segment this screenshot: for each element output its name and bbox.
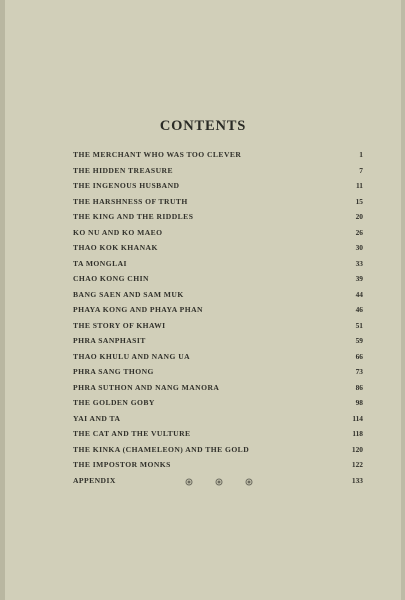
toc-entry <box>73 197 363 213</box>
toc-entry <box>73 336 363 352</box>
ornament-mark <box>246 479 252 485</box>
table-of-contents <box>73 150 363 491</box>
toc-entry-title: YAI AND TA <box>73 413 121 423</box>
toc-page-number: 46 <box>355 305 363 314</box>
toc-entry-title: THE HARSHNESS OF TRUTH <box>73 196 188 206</box>
toc-page-number: 66 <box>355 351 363 361</box>
toc-page-number: 122 <box>351 460 363 469</box>
toc-entry-title: THE INGENOUS HUSBAND <box>73 181 180 190</box>
toc-entry-title: THE MERCHANT WHO WAS TOO CLEVER <box>73 150 242 159</box>
toc-entry-title: PHRA SANG THONG <box>73 367 154 376</box>
toc-page-number: 33 <box>355 258 363 268</box>
toc-entry-title: THE STORY OF KHAWI <box>73 320 166 330</box>
toc-entry <box>73 321 363 337</box>
toc-entry <box>73 352 363 368</box>
toc-entry-title: PHRA SANPHASIT <box>73 336 146 345</box>
toc-page-number: 114 <box>352 413 363 423</box>
toc-entry-title: BANG SAEN AND SAM MUK <box>73 289 184 299</box>
toc-entry <box>73 243 363 259</box>
ornament-mark <box>216 479 222 485</box>
toc-entry <box>73 150 363 166</box>
toc-entry <box>73 181 363 197</box>
toc-page-number: 118 <box>352 429 363 438</box>
toc-page-number: 15 <box>355 196 363 206</box>
toc-entry-title: TA MONGLAI <box>73 258 127 268</box>
toc-entry-title: THE KINKA (CHAMELEON) AND THE GOLD <box>73 444 250 454</box>
toc-entry-title: KO NU AND KO MAEO <box>73 227 163 237</box>
toc-page-number: 120 <box>351 444 363 454</box>
toc-entry <box>73 460 363 476</box>
toc-entry <box>73 166 363 182</box>
ornament-mark <box>186 479 192 485</box>
toc-page-number: 26 <box>355 227 363 237</box>
toc-page-number: 30 <box>355 243 363 252</box>
toc-entry-title: APPENDIX <box>73 475 116 485</box>
toc-entry-title: THE HIDDEN TREASURE <box>73 165 173 175</box>
toc-page-number: 39 <box>355 274 363 283</box>
toc-page-number: 86 <box>355 382 363 392</box>
toc-entry-title: THAO KOK KHANAK <box>73 243 158 252</box>
toc-page-number: 98 <box>355 398 363 407</box>
toc-entry <box>73 367 363 383</box>
toc-entry-title: THE KING AND THE RIDDLES <box>73 212 194 221</box>
toc-page-number: 20 <box>355 212 363 221</box>
contents-heading: CONTENTS <box>159 118 247 134</box>
toc-page-number: 44 <box>355 289 363 299</box>
toc-entry <box>73 414 363 430</box>
toc-entry-title: PHAYA KONG AND PHAYA PHAN <box>73 305 203 314</box>
toc-entry <box>73 228 363 244</box>
toc-page-number: 7 <box>359 165 363 175</box>
toc-entry <box>73 259 363 275</box>
toc-entry-title: CHAO KONG CHIN <box>73 274 149 283</box>
toc-entry-title: THE GOLDEN GOBY <box>73 398 155 407</box>
toc-page-number: 73 <box>355 367 363 376</box>
toc-entry <box>73 305 363 321</box>
toc-entry-title: THAO KHULU AND NANG UA <box>73 351 191 361</box>
toc-page-number: 1 <box>359 150 363 159</box>
toc-entry <box>73 212 363 228</box>
toc-entry-title: THE IMPOSTOR MONKS <box>73 460 171 469</box>
toc-entry <box>73 290 363 306</box>
toc-entry-title: THE CAT AND THE VULTURE <box>73 429 191 438</box>
toc-entry <box>73 445 363 461</box>
toc-entry <box>73 429 363 445</box>
toc-page-number: 51 <box>355 320 363 330</box>
toc-page-number: 59 <box>355 336 363 345</box>
toc-entry <box>73 383 363 399</box>
toc-page-number: 11 <box>356 181 363 190</box>
toc-entry <box>73 274 363 290</box>
ornament-divider <box>184 477 254 487</box>
toc-entry-title: PHRA SUTHON AND NANG MANORA <box>73 382 220 392</box>
toc-page-number: 133 <box>351 475 363 485</box>
toc-entry <box>73 398 363 414</box>
